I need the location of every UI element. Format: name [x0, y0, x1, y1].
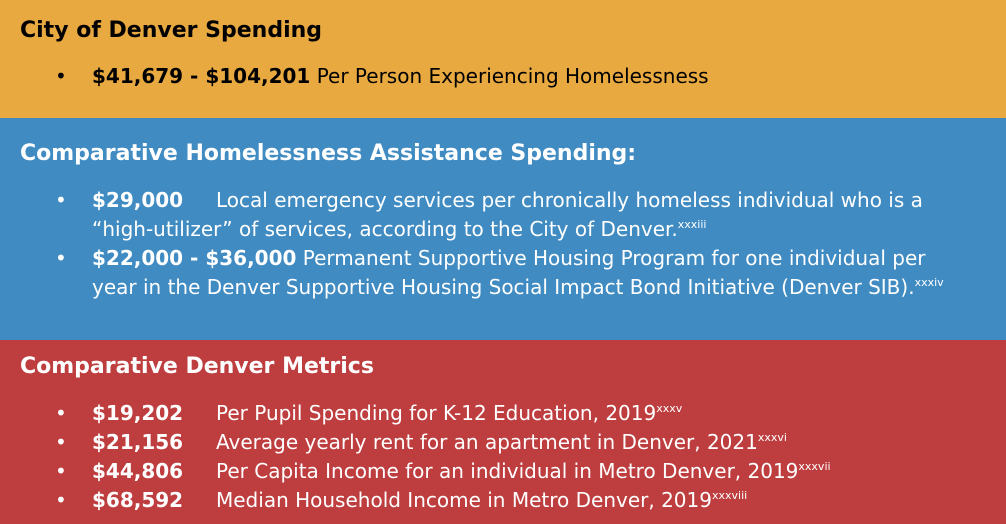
amount: $44,806 — [92, 459, 184, 483]
amount: $41,679 - $104,201 — [92, 64, 311, 88]
item-text: Average yearly rent for an apartment in Denver, 2021 — [216, 430, 758, 454]
city-spending-list — [0, 62, 1006, 91]
amount: $22,000 - $36,000 — [92, 246, 297, 270]
item-text: Per Pupil Spending for K-12 Education, 2019 — [216, 401, 657, 425]
list-item — [0, 399, 1006, 428]
list-item — [0, 457, 1006, 486]
comparative-spending-list — [0, 186, 1006, 302]
item-text: Median Household Income in Metro Denver, 2019 — [216, 488, 712, 512]
comparative-spending-title: Comparative Homelessness Assistance Spending: — [20, 141, 637, 166]
item-text: Per Person Experiencing Homelessness — [310, 64, 709, 88]
denver-metrics-title: Comparative Denver Metrics — [20, 354, 374, 379]
footnote-ref: xxxiv — [914, 276, 944, 289]
item-text: Permanent Supportive Housing Program for one individual per year in the Denver Supportive Housing Social Impact Bond Initiative (Denver SIB). — [92, 246, 926, 299]
city-spending-section — [0, 0, 1006, 118]
city-spending-title: City of Denver Spending — [20, 18, 323, 43]
amount: $19,202 — [92, 401, 184, 425]
amount: $21,156 — [92, 430, 184, 454]
footnote-ref: xxxiii — [677, 218, 707, 231]
amount: $68,592 — [92, 488, 184, 512]
item-text: Per Capita Income for an individual in Metro Denver, 2019 — [216, 459, 799, 483]
denver-metrics-section — [0, 340, 1006, 524]
list-item — [0, 62, 1006, 91]
footnote-ref: xxxvii — [798, 460, 831, 473]
item-text: Local emergency services per chronically homeless individual who is a “high-utilizer” of services, according to the City of Denver. — [92, 188, 923, 241]
footnote-ref: xxxvi — [757, 431, 787, 444]
footnote-ref: xxxv — [656, 402, 683, 415]
amount: $29,000 — [92, 188, 184, 212]
list-item — [0, 186, 1006, 244]
list-item — [0, 244, 1006, 302]
list-item — [0, 486, 1006, 515]
comparative-spending-section — [0, 118, 1006, 340]
list-item — [0, 428, 1006, 457]
denver-metrics-list — [0, 399, 1006, 515]
footnote-ref: xxxviii — [711, 489, 748, 502]
